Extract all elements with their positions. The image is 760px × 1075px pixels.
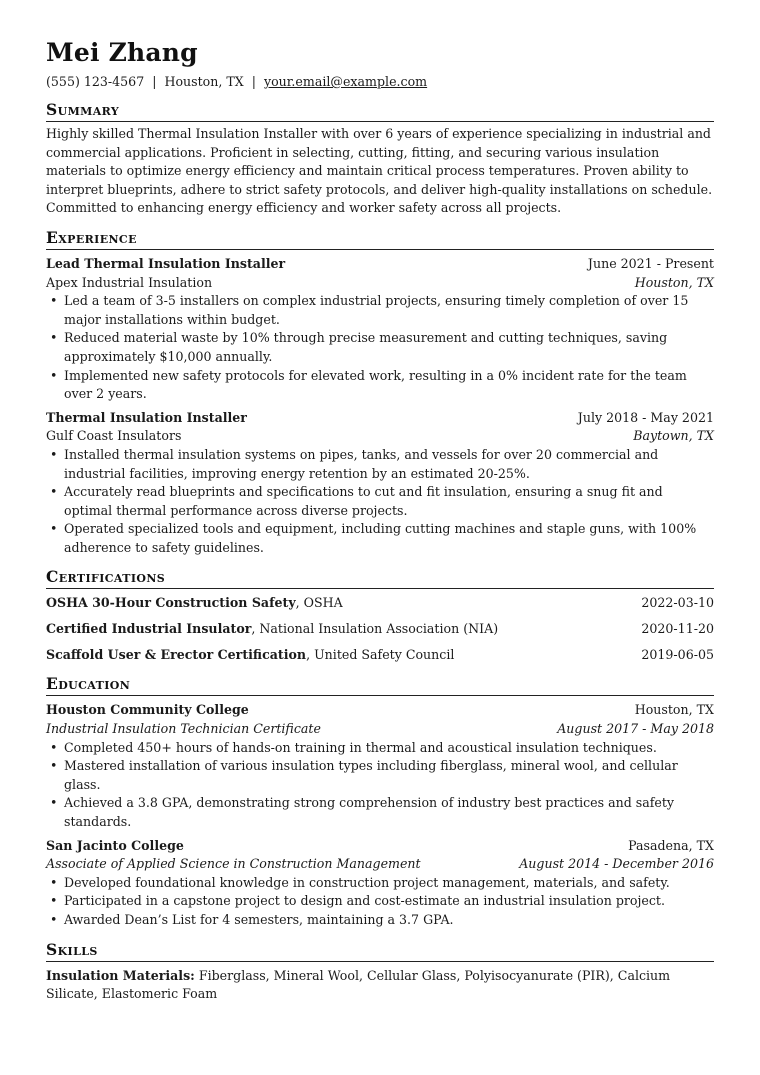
job-location: Houston, TX — [634, 274, 714, 290]
list-item: • Implemented new safety protocols for elevated work, resulting in a 0% incident rate for the team over 2 years. — [64, 367, 714, 404]
job-bullets — [46, 446, 714, 558]
job-title: Thermal Insulation Installer — [46, 409, 247, 425]
phone-number: (555) 123-4567 — [46, 74, 145, 89]
list-item: • Operated specialized tools and equipment, including cutting machines and staple guns, with 100% adherence to safety guidelines. — [64, 520, 714, 557]
company-name: Apex Industrial Insulation — [46, 274, 213, 290]
job-entry — [46, 255, 714, 404]
list-item: • Participated in a capstone project to design and cost-estimate an industrial insulation project. — [64, 892, 714, 911]
certification-row — [46, 645, 714, 664]
certification-name: Scaffold User & Erector Certification — [46, 647, 307, 663]
certification-issuer: , OSHA — [295, 595, 343, 611]
certification-name: Certified Industrial Insulator — [46, 621, 252, 637]
school-name: San Jacinto College — [46, 837, 184, 853]
certifications-heading: Certifications — [46, 567, 714, 589]
contact-separator: | — [251, 74, 256, 89]
education-dates: August 2017 - May 2018 — [557, 721, 714, 737]
certification-row — [46, 619, 714, 638]
school-location: Houston, TX — [634, 702, 714, 718]
contact-separator: | — [152, 74, 157, 89]
list-item: • Led a team of 3-5 installers on complex industrial projects, ensuring timely completion of over 15 major installations within budget. — [64, 292, 714, 329]
list-item: • Accurately read blueprints and specifications to cut and fit insulation, ensuring a snug fit and optimal thermal performance across diverse projects. — [64, 483, 714, 520]
candidate-name: Mei Zhang — [46, 38, 198, 67]
education-bullets — [46, 874, 714, 930]
certification-name: OSHA 30-Hour Construction Safety — [46, 595, 296, 611]
list-item: • Completed 450+ hours of hands-on training in thermal and acoustical insulation techniques. — [64, 739, 714, 758]
job-dates: July 2018 - May 2021 — [577, 409, 714, 425]
experience-heading: Experience — [46, 228, 714, 250]
skills-text: Fiberglass, Mineral Wool, Cellular Glass, Polyisocyanurate (PIR), Calcium Silicate, Elastomeric Foam — [46, 967, 671, 1002]
education-heading: Education — [46, 674, 714, 696]
school-name: Houston Community College — [46, 702, 249, 718]
location: Houston, TX — [164, 74, 244, 89]
contact-line — [46, 74, 714, 90]
list-item: • Mastered installation of various insulation types including fiberglass, mineral wool, and cellular glass. — [64, 757, 714, 794]
resume-page — [46, 38, 714, 1004]
list-item: • Awarded Dean’s List for 4 semesters, maintaining a 3.7 GPA. — [64, 911, 714, 930]
summary-text: Highly skilled Thermal Insulation Installer with over 6 years of experience specializing in industrial and commercial applications. Proficient in selecting, cutting, fitting, and securing various insulation materials to optimize energy efficiency and maintain critical process temperatures. Proven ability to interpret blueprints, adhere to strict safety protocols, and deliver high-quality installations on schedule. Committed to enhancing energy efficiency and worker safety across all projects. — [46, 126, 713, 216]
skills-heading: Skills — [46, 940, 714, 962]
school-location: Pasadena, TX — [628, 837, 714, 853]
job-dates: June 2021 - Present — [587, 255, 714, 271]
job-title: Lead Thermal Insulation Installer — [46, 255, 286, 271]
job-entry — [46, 409, 714, 558]
list-item: • Achieved a 3.8 GPA, demonstrating strong comprehension of industry best practices and safety standards. — [64, 794, 714, 831]
job-bullets — [46, 292, 714, 404]
list-item: • Reduced material waste by 10% through precise measurement and cutting techniques, saving approximately $10,000 annually. — [64, 329, 714, 366]
list-item: • Installed thermal insulation systems on pipes, tanks, and vessels for over 20 commercial and industrial facilities, improving energy retention by an estimated 20-25%. — [64, 446, 714, 483]
summary-heading: Summary — [46, 100, 714, 122]
certification-date: 2019-06-05 — [641, 647, 714, 663]
certification-row — [46, 593, 714, 612]
education-bullets — [46, 739, 714, 832]
list-item: • Developed foundational knowledge in construction project management, materials, and safety. — [64, 874, 714, 893]
certification-date: 2022-03-10 — [641, 595, 714, 611]
email-link[interactable]: your.email@example.com — [263, 74, 428, 89]
degree-name: Associate of Applied Science in Construction Management — [46, 856, 421, 872]
education-dates: August 2014 - December 2016 — [519, 856, 714, 872]
certification-issuer: , United Safety Council — [306, 647, 455, 663]
certifications-list — [46, 593, 714, 664]
skills-label: Insulation Materials: — [46, 967, 195, 983]
skills-line — [46, 967, 714, 1004]
education-entry — [46, 701, 714, 831]
certification-date: 2020-11-20 — [641, 621, 714, 637]
degree-name: Industrial Insulation Technician Certificate — [46, 721, 321, 737]
education-entry — [46, 837, 714, 930]
company-name: Gulf Coast Insulators — [46, 428, 182, 444]
certification-issuer: , National Insulation Association (NIA) — [251, 621, 499, 637]
job-location: Baytown, TX — [633, 428, 714, 444]
